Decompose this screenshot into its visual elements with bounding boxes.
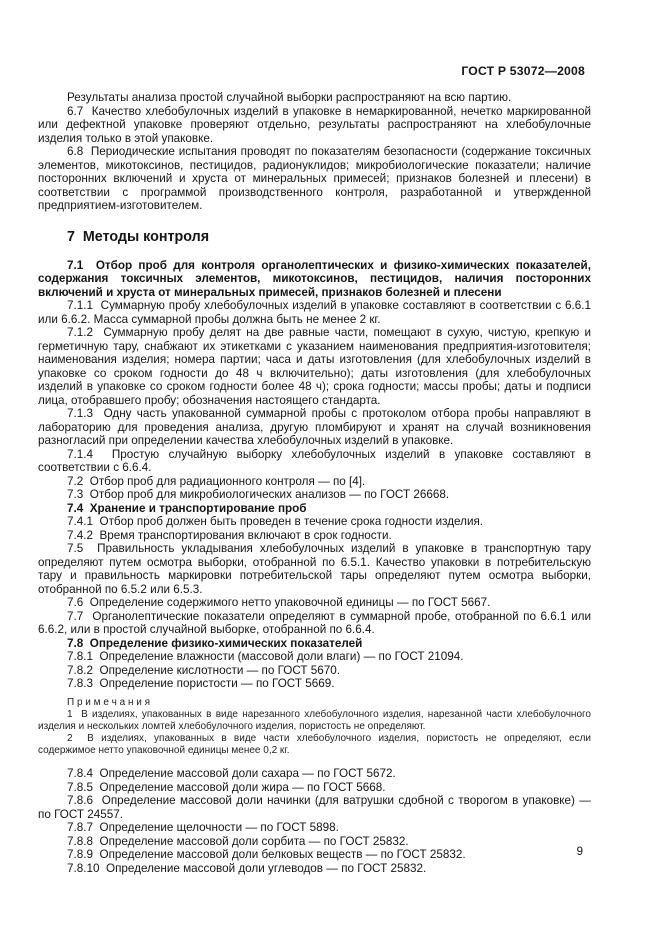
paragraph: 6.8 Периодические испытания проводят по показателям безопасности (содержание токсичных элементов, микотоксинов, пестицидов, радионуклидов; микробиологические показатели; наличие посторонних включений и хруста от минеральных примесей; признаков болезней и плесени) в соответствии с программой производственного контроля, разработанной и утвержденной предприятием-изготовителем. [38,145,591,212]
paragraph: Результаты анализа простой случайной выборки распространяют на всю партию. [67,91,512,104]
paragraph: 7.8.4 Определение массовой доли сахара — по ГОСТ 5672. [67,767,396,781]
paragraph: 7.8.10 Определение массовой доли углеводов — по ГОСТ 25832. [67,861,427,875]
paragraph: 7.1.4 Простую случайную выборку хлебобулочных изделий в упаковке составляют в соответствии с 6.6.4. [38,447,591,474]
paragraph: 7.3 Отбор проб для микробиологических анализов — по ГОСТ 26668. [67,488,450,501]
paragraph: 7.1.2 Суммарную пробу делят на две равные части, помещают в сухую, чистую, крепкую и герметичную тару, снабжают их этикетками с указанием наименования предприятия-изготовителя; наименования изделия; номера партии; часа и даты изготовления (для хлебобулочных изделий в упаковке со сроком годности до 48 ч включительно); даты изготовления (для хлебобулочных изделий в упаковке со сроком годности более 48 ч); срока годности; массы пробы; даты и подписи лица, отобравшего пробу; обозначения настоящего стандарта. [38,326,591,407]
note-item: 1 В изделиях, упакованных в виде нарезанного хлебобулочного изделия, нарезанной части хлебобулочного изделия и нескольких ломтей хлебобулочного изделия, пористость не определяют. [38,708,591,732]
paragraph: 7.8.7 Определение щелочности — по ГОСТ 5898. [67,821,339,835]
clause-heading: 7.4 Хранение и транспортирование проб [67,501,307,515]
paragraph: 7.8.5 Определение массовой доли жира — по ГОСТ 5668. [67,780,386,794]
page-number: 9 [576,846,583,858]
paragraph: 7.2 Отбор проб для радиационного контроля — по [4]. [67,474,366,488]
note-item: 2 В изделиях, упакованных в виде части хлебобулочного изделия, пористость не определяют, если содержимое нетто упаковочной единицы менее 0,2 кг. [38,732,591,757]
document-body [38,91,591,875]
paragraph: 7.8.2 Определение кислотности — по ГОСТ 5670. [67,663,341,677]
paragraph: 7.8.3 Определение пористости — по ГОСТ 5669. [67,677,335,690]
document-number: ГОСТ Р 53072—2008 [461,64,585,78]
notes-label: П р и м е ч а н и я [67,696,151,708]
paragraph: 7.8.9 Определение массовой доли белковых веществ — по ГОСТ 25832. [67,848,466,862]
paragraph: 7.1.1 Суммарную пробу хлебобулочных изделий в упаковке составляют в соответствии с 6.6.1 или 6.6.2. Масса суммарной пробы должна быть не менее 2 кг. [38,299,591,326]
paragraph: 7.8.6 Определение массовой доли начинки (для ватрушки сдобной с творогом в упаковке) — по ГОСТ 24557. [38,794,591,821]
paragraph: 7.7 Органолептические показатели определяют в суммарной пробе, отобранной по 6.6.1 или 6.6.2, или в простой случайной выборке, отобранной по 6.6.4. [38,609,591,636]
clause-heading: 7.1 Отбор проб для контроля органолептических и физико-химических показателей, содержания токсичных элементов, микотоксинов, пестицидов, наличия посторонних включений и хруста от минеральных примесей, признаков болезней и плесени [38,258,591,299]
page-footer [38,846,583,858]
paragraph: 7.4.1 Отбор проб должен быть проведен в течение срока годности изделия. [67,515,484,528]
paragraph: 7.8.8 Определение массовой доли сорбита — по ГОСТ 25832. [67,834,409,848]
paragraph: 7.1.3 Одну часть упакованной суммарной пробы с протоколом отбора пробы направляют в лабораторию для проведения анализа, другую пломбируют и хранят на случай возникновения разногласий при определении качества хлебобулочных изделий в упаковке. [38,407,591,447]
document-header [38,64,591,78]
clause-heading: 7.8 Определение физико-химических показателей [67,636,363,650]
paragraph: 7.6 Определение содержимого нетто упаковочной единицы — по ГОСТ 5667. [67,596,491,609]
section-heading: 7 Методы контроля [67,228,210,245]
paragraph: 7.5 Правильность укладывания хлебобулочных изделий в упаковке в транспортную тару определяют путем осмотра выборки, отобранной по 6.5.1. Качество упаковки в потребительскую тару и правильность маркировки потребительской тары определяют путем осмотра выборки, отобранной по 6.5.2 или 6.5.3. [38,542,591,596]
paragraph: 7.4.2 Время транспортирования включают в срок годности. [67,528,392,542]
paragraph: 7.8.1 Определение влажности (массовой доли влаги) — по ГОСТ 21094. [67,650,464,663]
paragraph: 6.7 Качество хлебобулочных изделий в упаковке в немаркированной, нечетко маркированной или дефектной упаковке проверяют отдельно, результаты распространяют на хлебобулочные изделия только в этой упаковке. [38,104,591,145]
